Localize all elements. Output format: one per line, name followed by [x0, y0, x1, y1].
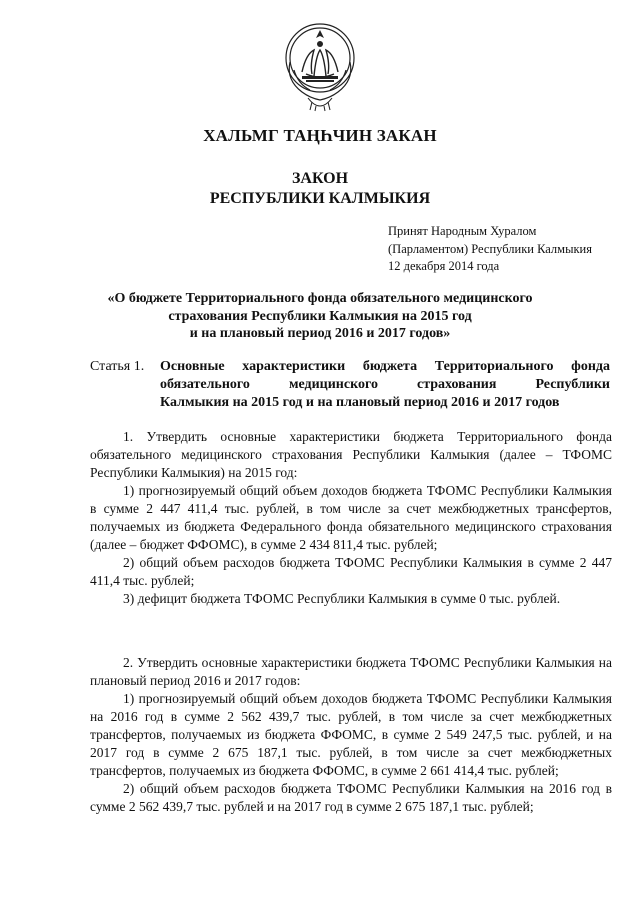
adoption-line-2: (Парламентом) Республики Калмыкия [388, 241, 592, 256]
adoption-note [388, 223, 592, 276]
article-title-line-3: Калмыкия на 2015 год и на плановый период 2016 и 2017 годов [160, 395, 560, 410]
article-title-line-1: Основные характеристики бюджета Территориального фонда [160, 359, 610, 374]
law-title-line-2: страхования Республики Калмыкия на 2015 год [168, 308, 472, 324]
law-heading [0, 169, 640, 209]
section-1-intro: 1. Утвердить основные характеристики бюджета Территориального фонда обязательного медицинского страхования Республики Калмыкия (далее – ТФОМС Республики Калмыкия) на 2015 год: [90, 429, 612, 480]
article-title-line-2: обязательного медицинского страхования Республики [160, 377, 610, 392]
kalmyk-law-title: ХАЛЬМГ ТАҢҺЧИН ЗАКАН [203, 126, 437, 145]
section-1-item-3: 3) дефицит бюджета ТФОМС Республики Калмыкия в сумме 0 тыс. рублей. [123, 591, 561, 606]
section-2-intro: 2. Утвердить основные характеристики бюджета ТФОМС Республики Калмыкия на плановый период 2016 и 2017 годов: [90, 655, 612, 688]
article-number: Статья 1. [90, 359, 145, 374]
republic-name: РЕСПУБЛИКИ КАЛМЫКИЯ [209, 190, 431, 207]
law-word: ЗАКОН [291, 170, 349, 187]
republic-emblem-icon [280, 10, 360, 112]
adoption-date: 12 декабря 2014 года [388, 259, 500, 273]
section-2-item-1: 1) прогнозируемый общий объем доходов бюджета ТФОМС Республики Калмыкия на 2016 год в сумме 2 562 439,7 тыс. рублей, в том числе за счет межбюджетных трансфертов, получаемых из бюджета ФФОМС, в сумме 2 549 247,5 тыс. рублей, и на 2017 год в сумме 2 675 187,1 тыс. рублей, в том числе за счет межбюджетных трансфертов, получаемых из бюджета ФФОМС, в сумме 2 661 414,4 тыс. рублей; [90, 691, 612, 778]
article-title [160, 358, 610, 412]
section-1-item-1: 1) прогнозируемый общий объем доходов бюджета ТФОМС Республики Калмыкия в сумме 2 447 411,4 тыс. рублей, в том числе за счет межбюджетных трансфертов, получаемых из бюджета Федерального фонда обязательного медицинского страхования (далее – бюджет ФФОМС), в сумме 2 434 811,4 тыс. рублей; [90, 483, 612, 552]
law-title [0, 290, 640, 343]
section-2-item-2: 2) общий объем расходов бюджета ТФОМС Республики Калмыкия на 2016 год в сумме 2 562 439,7 тыс. рублей и на 2017 год в сумме 2 675 187,1 тыс. рублей; [90, 781, 612, 814]
section-1 [90, 428, 612, 608]
law-title-line-3: и на плановый период 2016 и 2017 годов» [189, 326, 451, 341]
section-1-item-2: 2) общий объем расходов бюджета ТФОМС Республики Калмыкия в сумме 2 447 411,4 тыс. рублей; [90, 555, 612, 588]
adoption-line-1: Принят Народным Хуралом [388, 224, 537, 238]
section-2 [90, 654, 612, 816]
law-title-line-1: «О бюджете Территориального фонда обязательного медицинского [107, 291, 533, 306]
